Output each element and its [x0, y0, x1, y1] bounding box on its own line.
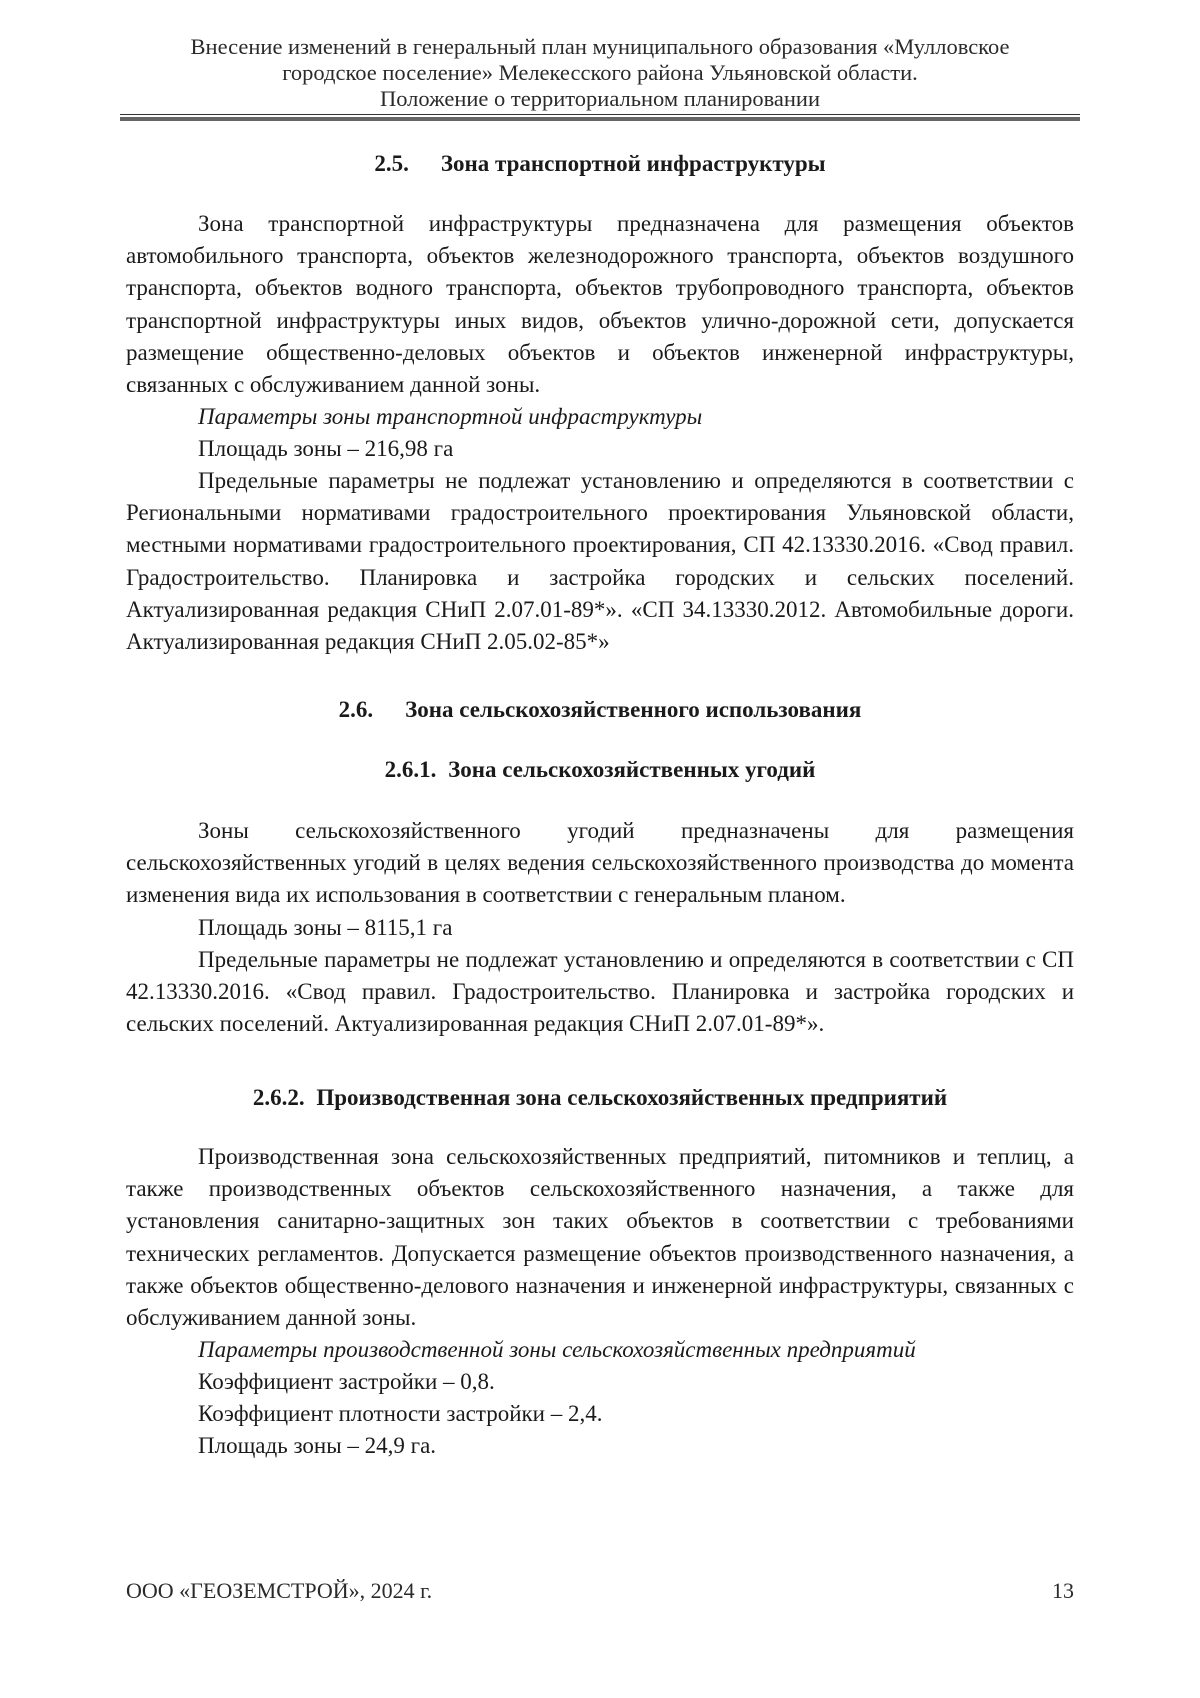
s25-paragraph-1 [126, 208, 1074, 401]
s25-paragraph-2 [126, 465, 1074, 658]
section-number: 2.6. [338, 697, 374, 722]
s261-paragraph-1 [126, 815, 1074, 912]
header-line-1: Внесение изменений в генеральный план муниципального образования «Мулловское [190, 34, 1010, 59]
s262-params-label: Параметры производственной зоны сельскохозяйственных предприятий [198, 1337, 916, 1362]
paragraph-text: Предельные параметры не подлежат установлению и определяются в соответствии с СП 42.13330.2016. «Свод правил. Градостроительство. Планировка и застройка городских и сельских поселений. Актуализированная редакция СНиП 2.07.01-89*». [126, 947, 1074, 1037]
section-title: Зона сельскохозяйственного использования [405, 697, 862, 722]
paragraph-text: Производственная зона сельскохозяйственных предприятий, питомников и теплиц, а также производственных объектов сельскохозяйственного назначения, а также для установления санитарно-защитных зон таких объектов в соответствии с требованиями технических регламентов. Допускается размещение объектов производственного назначения, а также объектов общественно-делового назначения и инженерной инфраструктуры, связанных с обслуживанием данной зоны. [126, 1144, 1074, 1331]
section-heading-2-5 [120, 150, 1080, 178]
s262-area: Площадь зоны – 24,9 га. [198, 1433, 437, 1458]
header-rule [120, 114, 1080, 121]
paragraph-text: Предельные параметры не подлежат установлению и определяются в соответствии с Региональными нормативами градостроительного проектирования Ульяновской области, местными нормативами градостроительного проектирования, СП 42.13330.2016. «Свод правил. Градостроительство. Планировка и застройка городских и сельских поселений. Актуализированная редакция СНиП 2.07.01-89*». «СП 34.13330.2012. Автомобильные дороги. Актуализированная редакция СНиП 2.05.02-85*» [126, 468, 1074, 655]
section-heading-2-6 [120, 696, 1080, 724]
section-heading-2-6-1 [120, 756, 1080, 784]
header-line-3: Положение о территориальном планировании [379, 86, 821, 111]
s25-area: Площадь зоны – 216,98 га [198, 436, 454, 461]
s261-area: Площадь зоны – 8115,1 га [198, 915, 453, 940]
paragraph-text: Зона транспортной инфраструктуры предназначена для размещения объектов автомобильного транспорта, объектов железнодорожного транспорта, объектов воздушного транспорта, объектов водного транспорта, объектов трубопроводного транспорта, объектов транспортной инфраструктуры иных видов, объектов улично-дорожной сети, допускается размещение общественно-деловых объектов и объектов инженерной инфраструктуры, связанных с обслуживанием данной зоны. [126, 211, 1074, 398]
page-number: 13 [1052, 1578, 1074, 1603]
footer-company: ООО «ГЕОЗЕМСТРОЙ», 2024 г. [126, 1578, 433, 1603]
section-number: 2.6.1. [384, 757, 437, 782]
s262-paragraph-1 [126, 1141, 1074, 1334]
section-heading-2-6-2 [120, 1084, 1080, 1112]
running-header [120, 34, 1080, 112]
s261-paragraph-2 [126, 944, 1074, 1041]
section-title: Зона сельскохозяйственных угодий [448, 757, 816, 782]
section-number: 2.5. [374, 151, 409, 176]
running-footer [126, 1577, 1074, 1605]
section-number: 2.6.2. [252, 1085, 305, 1110]
s25-params-label: Параметры зоны транспортной инфраструктуры [198, 404, 703, 429]
s262-coef-build: Коэффициент застройки – 0,8. [198, 1369, 495, 1394]
header-line-2: городское поселение» Мелекесского района Ульяновской области. [282, 60, 918, 85]
section-title: Производственная зона сельскохозяйственных предприятий [316, 1085, 948, 1110]
section-title: Зона транспортной инфраструктуры [440, 151, 826, 176]
s262-coef-density: Коэффициент плотности застройки – 2,4. [198, 1401, 603, 1426]
footer-rule [120, 1564, 1080, 1566]
paragraph-text: Зоны сельскохозяйственного угодий предназначены для размещения сельскохозяйственных угодий в целях ведения сельскохозяйственного производства до момента изменения вида их использования в соответствии с генеральным планом. [126, 818, 1074, 908]
